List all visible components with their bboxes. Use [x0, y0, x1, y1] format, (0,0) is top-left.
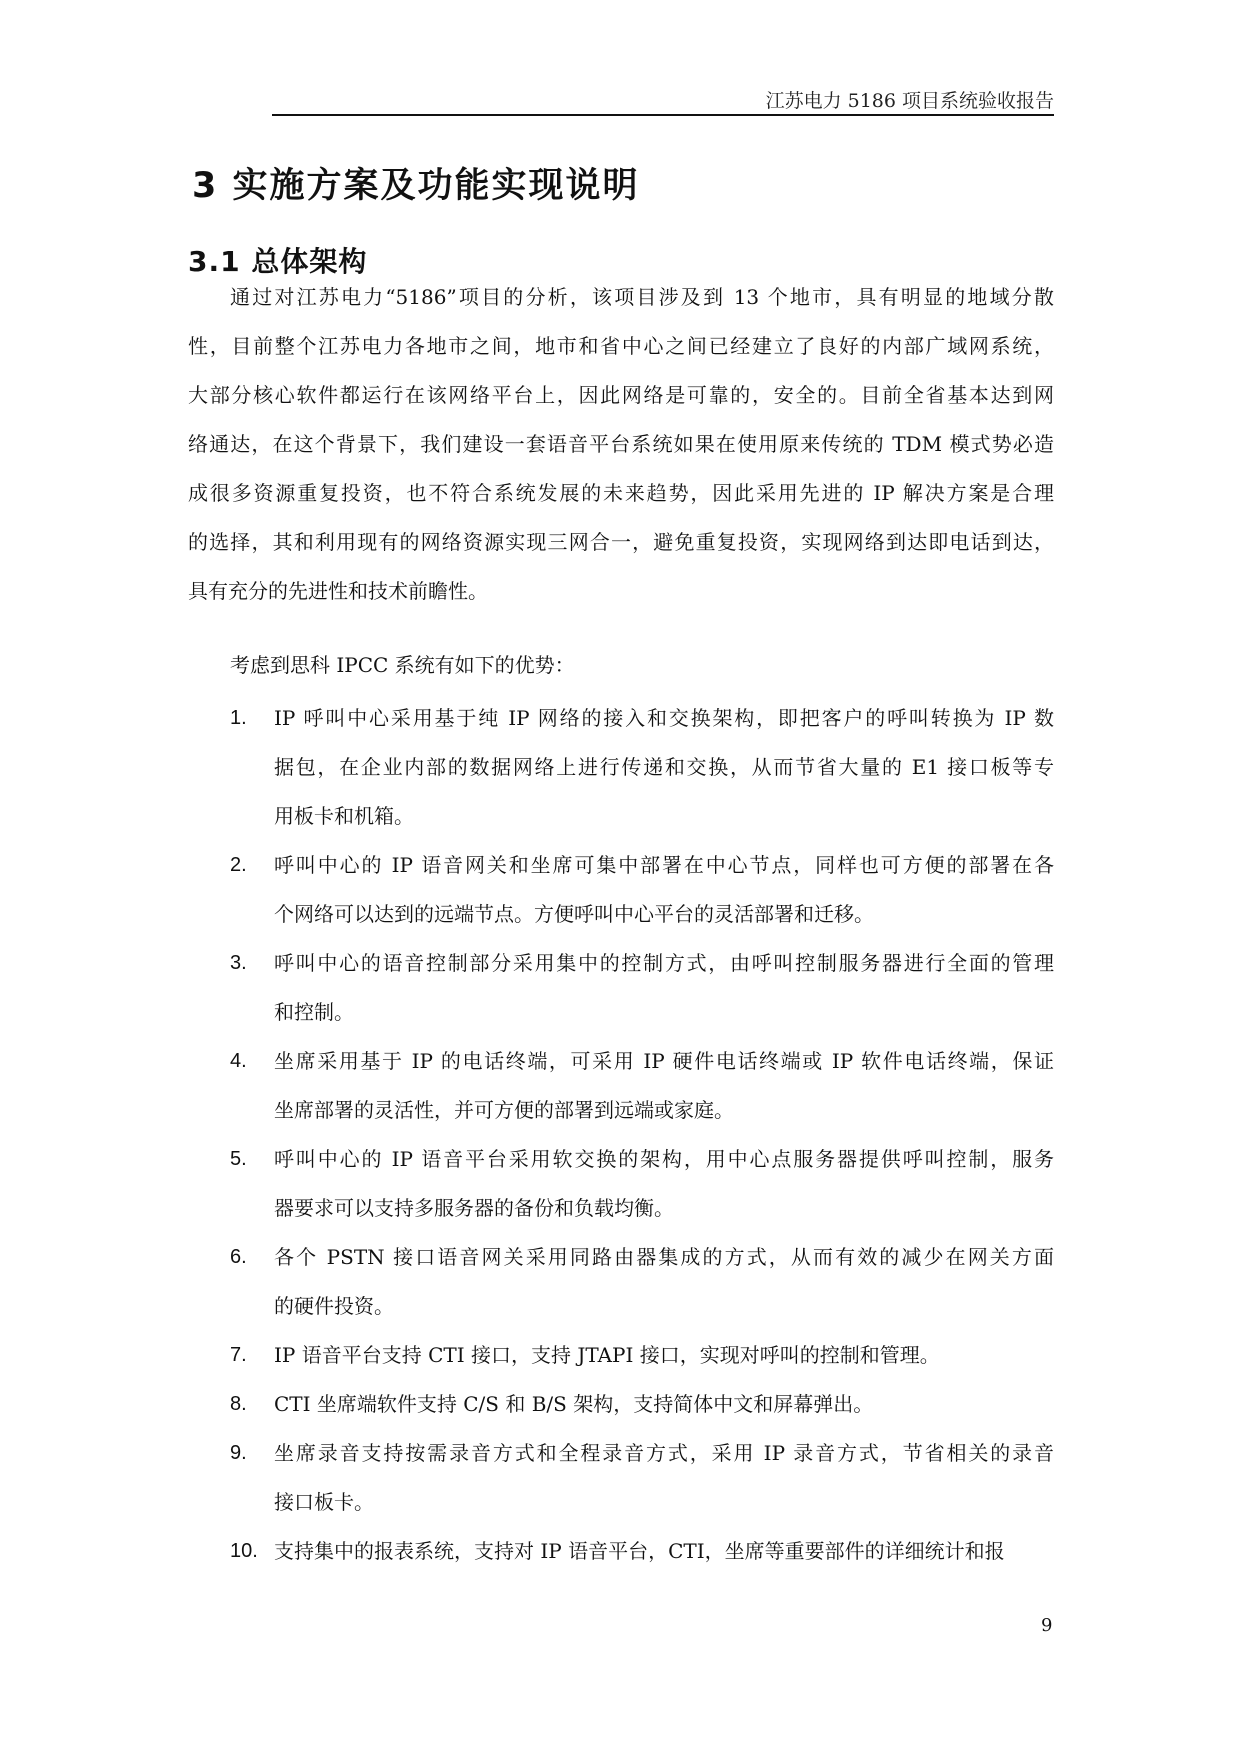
list-item-text: CTI 坐席端软件支持 C/S 和 B/S 架构，支持简体中文和屏幕弹出。: [274, 1392, 874, 1416]
list-item-text: IP 语音平台支持 CTI 接口，支持 JTAPI 接口，实现对呼叫的控制和管理。: [274, 1343, 940, 1367]
list-item-number: 10.: [230, 1540, 258, 1562]
header-title: 江苏电力 5186 项目系统验收报告: [765, 90, 1054, 112]
list-item: [230, 694, 1054, 841]
list-item-number: 8.: [230, 1393, 247, 1415]
list-item-text: 据包，在企业内部的数据网络上进行传递和交换，从而节省大量的 E1 接口板等专: [274, 755, 1054, 779]
list-item-number: 7.: [230, 1344, 247, 1366]
list-item: [230, 1429, 1054, 1527]
list-item: [230, 841, 1054, 939]
list-item-text: 和控制。: [274, 1000, 354, 1024]
subsection-heading: 3.1 总体架构: [188, 245, 368, 278]
paragraph-line: 的选择，其和利用现有的网络资源实现三网合一，避免重复投资，实现网络到达即电话到达，: [188, 530, 1054, 554]
list-item-text: 呼叫中心的 IP 语音平台采用软交换的架构，用中心点服务器提供呼叫控制，服务: [274, 1147, 1054, 1171]
list-item: [230, 1380, 1054, 1429]
paragraph-line: 成很多资源重复投资，也不符合系统发展的未来趋势，因此采用先进的 IP 解决方案是合理: [188, 481, 1054, 505]
list-item-text: 器要求可以支持多服务器的备份和负载均衡。: [274, 1196, 674, 1220]
paragraph-line: 大部分核心软件都运行在该网络平台上，因此网络是可靠的，安全的。目前全省基本达到网: [188, 383, 1054, 407]
section-heading: 3 实施方案及功能实现说明: [192, 166, 640, 206]
list-item: [230, 1527, 1054, 1576]
list-item-text: IP 呼叫中心采用基于纯 IP 网络的接入和交换架构，即把客户的呼叫转换为 IP 数: [274, 706, 1054, 730]
list-item-number: 6.: [230, 1246, 247, 1268]
list-item-number: 2.: [230, 854, 247, 876]
list-item: [230, 1135, 1054, 1233]
list-item-number: 1.: [230, 707, 247, 729]
list-item-text: 坐席部署的灵活性，并可方便的部署到远端或家庭。: [274, 1098, 734, 1122]
paragraph-line: 性，目前整个江苏电力各地市之间，地市和省中心之间已经建立了良好的内部广域网系统，: [188, 334, 1054, 358]
list-item-number: 4.: [230, 1050, 247, 1072]
paragraph-line: 络通达，在这个背景下，我们建设一套语音平台系统如果在使用原来传统的 TDM 模式势必造: [188, 432, 1054, 456]
header-divider: [272, 114, 1054, 116]
page-number: 9: [1041, 1615, 1053, 1636]
list-item-text: 的硬件投资。: [274, 1294, 394, 1318]
list-item-number: 5.: [230, 1148, 247, 1170]
list-item-number: 3.: [230, 952, 247, 974]
list-item-text: 用板卡和机箱。: [274, 804, 414, 828]
list-item: [230, 1233, 1054, 1331]
body-paragraph: [188, 273, 1054, 616]
list-intro: 考虑到思科 IPCC 系统有如下的优势：: [230, 653, 575, 677]
advantage-list: [230, 694, 1054, 1576]
paragraph-line: 具有充分的先进性和技术前瞻性。: [188, 579, 488, 603]
list-item-text: 呼叫中心的语音控制部分采用集中的控制方式，由呼叫控制服务器进行全面的管理: [274, 951, 1054, 975]
list-item-text: 坐席采用基于 IP 的电话终端，可采用 IP 硬件电话终端或 IP 软件电话终端，保证: [274, 1049, 1054, 1073]
list-item-text: 支持集中的报表系统，支持对 IP 语音平台，CTI，坐席等重要部件的详细统计和报: [274, 1539, 1005, 1563]
list-item: [230, 1331, 1054, 1380]
list-item-text: 个网络可以达到的远端节点。方便呼叫中心平台的灵活部署和迁移。: [274, 902, 874, 926]
paragraph-line: 通过对江苏电力“5186”项目的分析，该项目涉及到 13 个地市，具有明显的地域分散: [230, 285, 1054, 309]
list-item-text: 各个 PSTN 接口语音网关采用同路由器集成的方式，从而有效的减少在网关方面: [274, 1245, 1054, 1269]
list-item: [230, 1037, 1054, 1135]
list-item-number: 9.: [230, 1442, 247, 1464]
list-item: [230, 939, 1054, 1037]
list-item-text: 坐席录音支持按需录音方式和全程录音方式，采用 IP 录音方式，节省相关的录音: [274, 1441, 1054, 1465]
list-item-text: 接口板卡。: [274, 1490, 374, 1514]
list-item-text: 呼叫中心的 IP 语音网关和坐席可集中部署在中心节点，同样也可方便的部署在各: [274, 853, 1054, 877]
